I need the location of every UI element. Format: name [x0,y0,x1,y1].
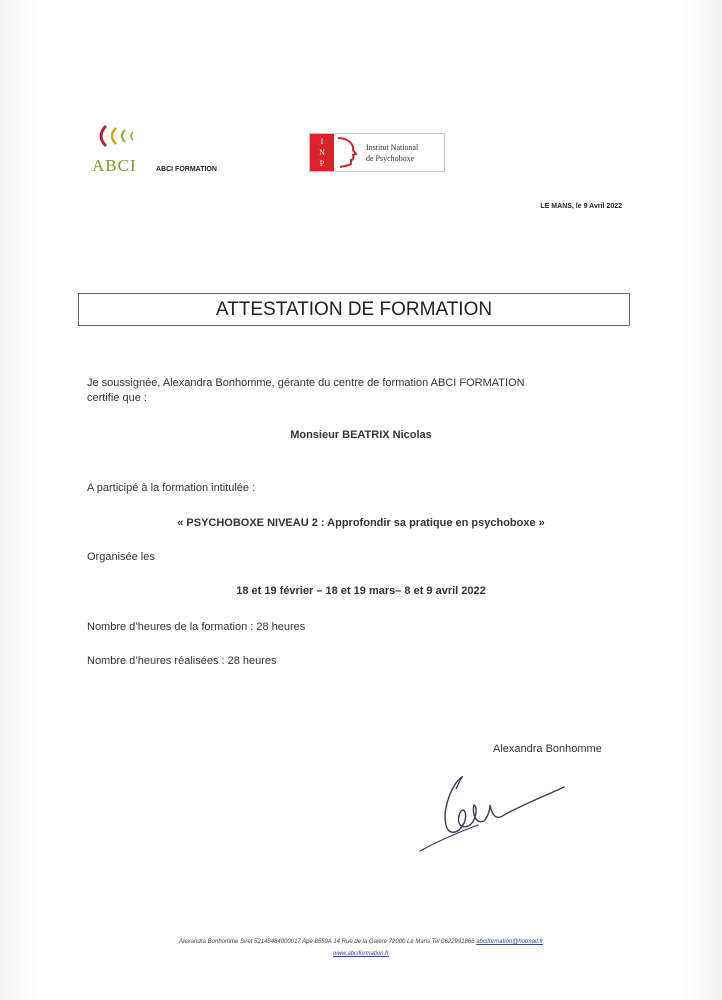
hours-completed: Nombre d’heures réalisées : 28 heures [87,655,277,667]
abci-subtitle: ABCI FORMATION [156,166,217,173]
participation-line: A participé à la formation intitulée : [87,482,256,494]
inp-letter-i: I [320,137,324,146]
inp-name-line1: Institut National [366,143,419,152]
place-date: LE MANS, le 9 Avril 2022 [540,203,622,210]
hours-total: Nombre d’heures de la formation : 28 heures [87,621,306,633]
abci-logo [92,122,242,182]
trainee-name: Monsieur BEATRIX Nicolas [290,429,432,441]
inp-logo [309,133,445,172]
intro-line-1: Je soussignée, Alexandra Bonhomme, gérante du centre de formation ABCI FORMATION [87,377,525,389]
document-title: ATTESTATION DE FORMATION [78,293,630,326]
footer-website-link[interactable]: www.abciformation.fr [333,951,389,957]
abci-logo-text: ABCI [92,156,137,175]
inp-name-line2: de Psychoboxe [366,154,415,163]
inp-red-band [310,134,334,171]
profile-face-icon [334,136,364,169]
footer-address [0,939,722,945]
course-title: « PSYCHOBOXE NIVEAU 2 : Approfondir sa pratique en psychoboxe » [177,517,545,529]
training-dates: 18 et 19 février – 18 et 19 mars– 8 et 9 avril 2022 [236,585,486,597]
organised-label: Organisée les [87,551,155,563]
footer-website [0,951,722,957]
inp-letter-n: N [319,148,325,157]
abci-waves-icon [92,122,152,152]
inp-name [366,142,418,164]
handwritten-signature [412,765,572,860]
signatory-name: Alexandra Bonhomme [493,743,602,755]
inp-letter-p: P [319,159,325,168]
footer-email-link[interactable]: abciformation@hotmail.fr [476,939,544,945]
footer-company-info: Alexandra Bonhomme Siret 52148484000017 Ape 8559A 14 Rue de la Galère 72000 Le Mans Tel 0622991866 [178,939,477,945]
inp-letters [316,136,328,169]
intro-line-2: certifie que : [87,392,147,404]
